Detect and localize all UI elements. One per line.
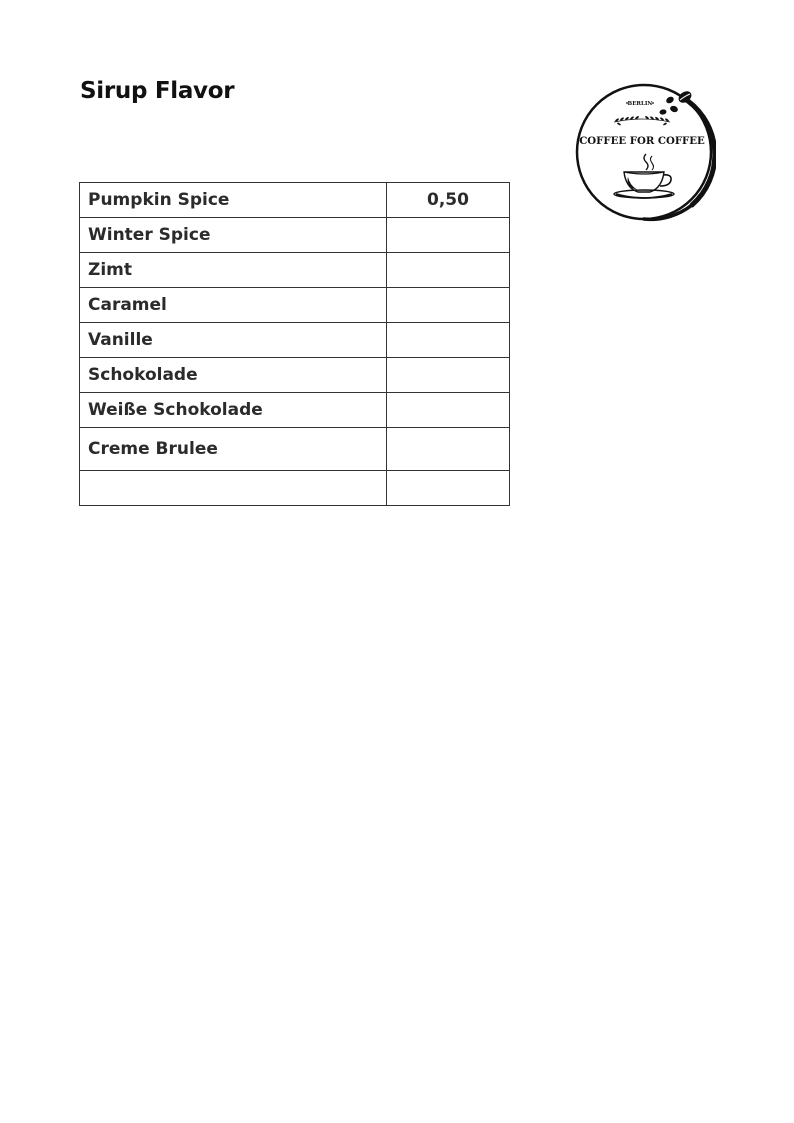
flavor-name-cell: Winter Spice [80, 218, 387, 253]
flavor-name-cell: Caramel [80, 288, 387, 323]
logo-city-text: BERLIN [627, 101, 653, 107]
flavor-name-cell: Schokolade [80, 358, 387, 393]
table-row [80, 253, 510, 288]
flavor-price-cell [387, 288, 510, 323]
table-row [80, 288, 510, 323]
flavor-name-cell: Zimt [80, 253, 387, 288]
sirup-flavor-table [79, 182, 510, 506]
table-row [80, 428, 510, 471]
flavor-price-cell [387, 428, 510, 471]
table-row [80, 471, 510, 506]
flavor-name-cell: Weiße Schokolade [80, 393, 387, 428]
flavor-name-cell: Pumpkin Spice [80, 183, 387, 218]
flavor-name-cell: Creme Brulee [80, 428, 387, 471]
logo-graphic [572, 80, 716, 224]
flavor-price-cell: 0,50 [387, 183, 510, 218]
coffee-for-coffee-logo [572, 80, 716, 224]
flavor-price-cell [387, 253, 510, 288]
logo-brand-text: COFFEE FOR COFFEE [579, 135, 705, 147]
flavor-price-cell [387, 393, 510, 428]
flavor-name-cell [80, 471, 387, 506]
flavor-price-cell [387, 218, 510, 253]
table-row [80, 358, 510, 393]
table-row [80, 393, 510, 428]
table-row [80, 323, 510, 358]
table-row [80, 218, 510, 253]
table-row [80, 183, 510, 218]
flavor-price-cell [387, 358, 510, 393]
flavor-price-cell [387, 323, 510, 358]
flavor-name-cell: Vanille [80, 323, 387, 358]
page-title: Sirup Flavor [80, 78, 235, 104]
flavor-price-cell [387, 471, 510, 506]
